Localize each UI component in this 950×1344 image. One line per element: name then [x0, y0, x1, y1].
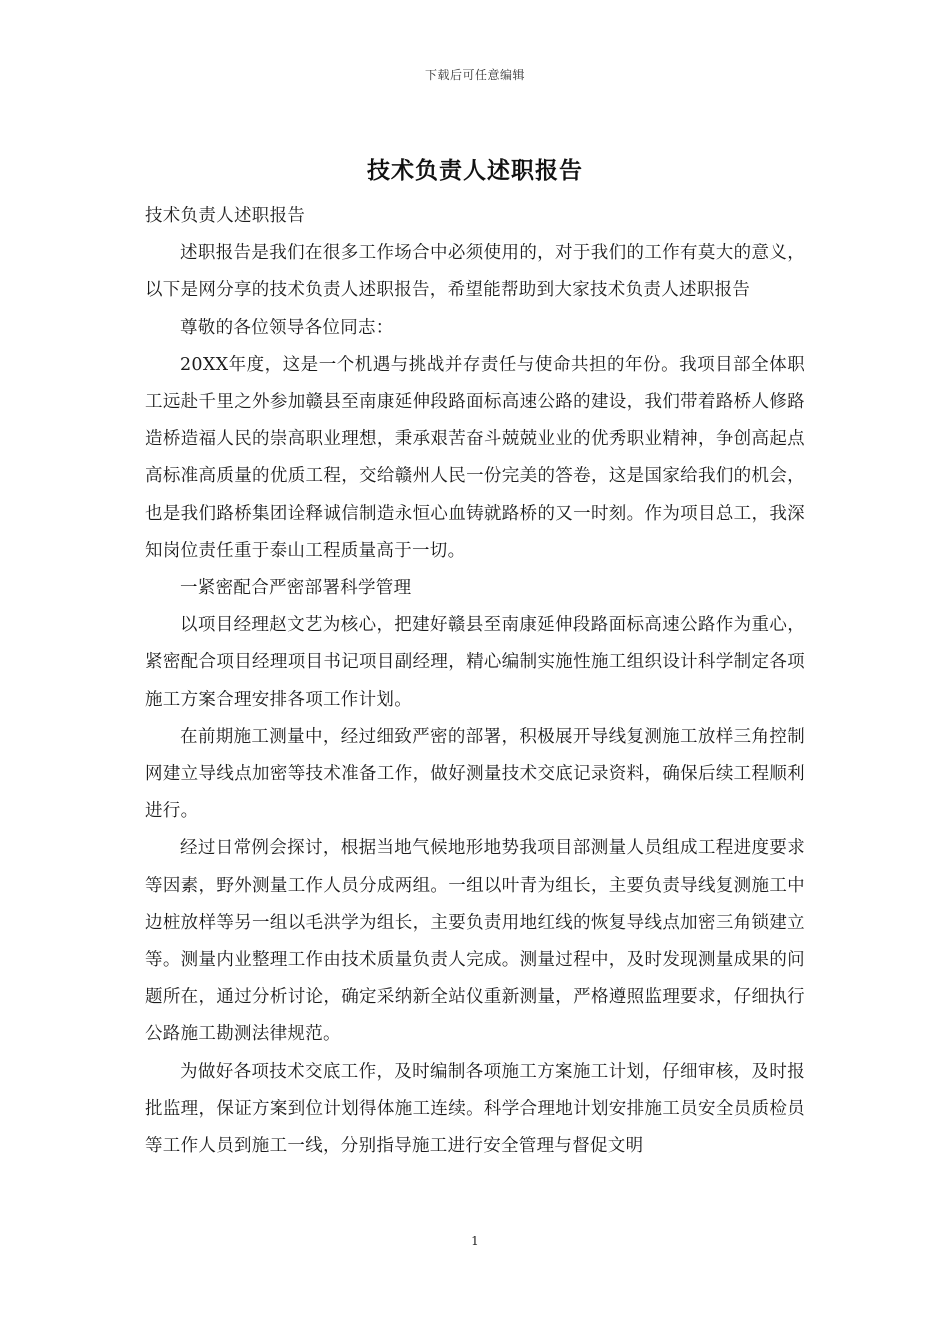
- body-paragraph: 以项目经理赵文艺为核心，把建好赣县至南康延伸段路面标高速公路作为重心，紧密配合项目经理项目书记项目副经理，精心编制实施性施工组织设计科学制定各项施工方案合理安排各项工作计划。: [145, 615, 805, 710]
- body-paragraph: 经过日常例会探讨，根据当地气候地形地势我项目部测量人员组成工程进度要求等因素，野外测量工作人员分成两组。一组以叶青为组长，主要负责导线复测施工中边桩放样等另一组以毛洪学为组长，主要负责用地红线的恢复导线点加密三角锁建立等。测量内业整理工作由技术质量负责人完成。测量过程中，及时发现测量成果的问题所在，通过分析讨论，确定采纳新全站仪重新测量，严格遵照监理要求，仔细执行公路施工勘测法律规范。: [145, 838, 805, 1045]
- body-paragraph: 20XX年度，这是一个机遇与挑战并存责任与使命共担的年份。我项目部全体职工远赴千里之外参加赣县至南康延伸段路面标高速公路的建设，我们带着路桥人修路造桥造福人民的崇高职业理想，秉承艰苦奋斗兢兢业业的优秀职业精神，争创高起点高标准高质量的优质工程，交给赣州人民一份完美的答卷，这是国家给我们的机会，也是我们路桥集团诠释诚信制造永恒心血铸就路桥的又一时刻。作为项目总工，我深知岗位责任重于泰山工程质量高于一切。: [145, 354, 805, 561]
- body-paragraph: 述职报告是我们在很多工作场合中必须使用的，对于我们的工作有莫大的意义，以下是网分享的技术负责人述职报告，希望能帮助到大家技术负责人述职报告: [145, 243, 805, 301]
- section-heading: 一紧密配合严密部署科学管理: [180, 578, 412, 599]
- body-paragraph: 在前期施工测量中，经过细致严密的部署，积极展开导线复测施工放样三角控制网建立导线点加密等技术准备工作，做好测量技术交底记录资料，确保后续工程顺利进行。: [145, 726, 805, 822]
- document-body: [145, 198, 805, 1165]
- page-number: 1: [471, 1234, 479, 1248]
- body-paragraph: 为做好各项技术交底工作，及时编制各项施工方案施工计划，仔细审核，及时报批监理，保证方案到位计划得体施工连续。科学合理地计划安排施工员安全员质检员等工作人员到施工一线，分别指导施工进行安全管理与督促文明: [145, 1061, 805, 1157]
- subtitle-paragraph: 技术负责人述职报告: [145, 206, 306, 226]
- document-title: 技术负责人述职报告: [367, 157, 583, 184]
- header-note: 下载后可任意编辑: [424, 68, 525, 82]
- salutation-paragraph: 尊敬的各位领导各位同志：: [180, 317, 394, 338]
